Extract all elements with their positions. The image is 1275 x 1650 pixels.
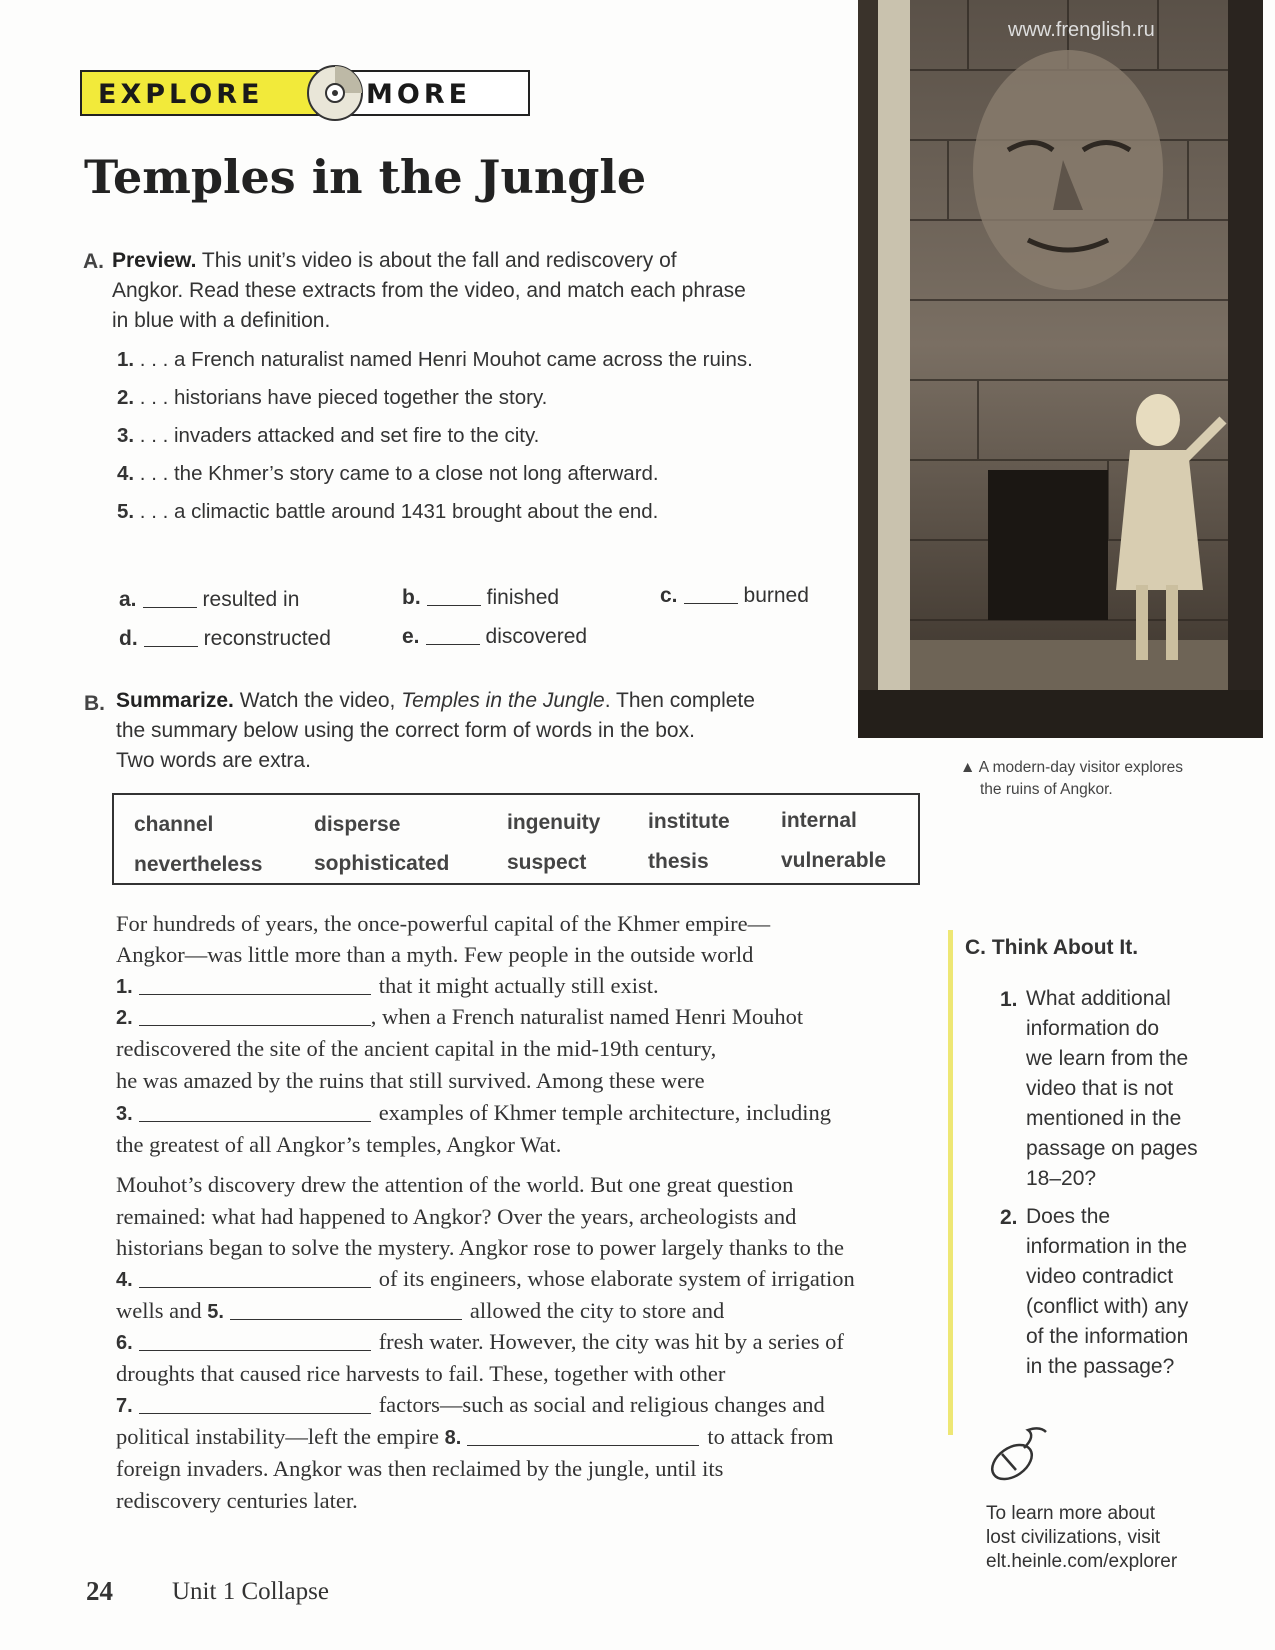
passage-line: 7. factors—such as social and religious changes and [116,1392,825,1417]
word-item: nevertheless [134,853,263,876]
word-item: institute [648,810,730,833]
photo-caption: ▲ A modern-day visitor explores the ruins of Angkor. [960,759,1183,798]
answer-blank[interactable] [143,607,197,608]
section-a-line-3: in blue with a definition. [112,309,331,332]
word-item: disperse [314,813,401,836]
question-1: What additional information do we learn from the video that is not mentioned in the passage on pages 18–20? [1026,987,1198,1190]
passage-line: rediscovered the site of the ancient capital in the mid-19th century, [116,1036,717,1061]
section-a-heading: Preview. [112,249,197,272]
section-b-letter: B. [84,692,105,715]
banner-left-panel [80,70,318,116]
passage-line: droughts that caused rice harvests to fail. These, together with other [116,1361,726,1386]
disc-icon [305,63,365,123]
definition-a: a. resulted in [119,588,300,611]
passage-line: he was amazed by the ruins that still survived. Among these were [116,1068,705,1093]
question-2-number: 2. [1000,1206,1018,1229]
extract-list [117,348,817,538]
answer-blank[interactable] [684,603,738,604]
definition-d: d. reconstructed [119,627,331,650]
passage-line: foreign invaders. Angkor was then reclaimed by the jungle, until its [116,1456,724,1481]
section-a-line-2: Angkor. Read these extracts from the video, and match each phrase [112,279,746,302]
answer-blank[interactable] [139,1025,371,1026]
passage-line: 2. , when a French naturalist named Henri Mouhot [116,1004,804,1029]
passage-line: historians began to solve the mystery. Angkor rose to power largely thanks to the [116,1235,844,1260]
answer-blank[interactable] [426,644,480,645]
banner-more-text: MORE [366,79,472,110]
section-c-heading: C. Think About It. [965,936,1139,959]
definition-b: b. finished [402,586,560,609]
answer-blank[interactable] [427,605,481,606]
word-item: channel [134,813,214,836]
photo-watermark: www.frenglish.ru [1008,19,1155,41]
passage-line: rediscovery centuries later. [116,1488,358,1513]
word-box [112,793,920,885]
passage-line: 1. that it might actually still exist. [116,973,659,998]
passage-line: For hundreds of years, the once-powerful capital of the Khmer empire— [116,911,771,936]
list-item: 2. . . . historians have pieced together the story. [117,386,548,409]
word-item: sophisticated [314,852,450,875]
banner-explore-text: EXPLORE [98,79,264,110]
word-item: vulnerable [781,849,887,872]
temple-illustration [858,0,1263,738]
passage-line: 3. examples of Khmer temple architecture, including [116,1100,832,1125]
learn-more-note: To learn more about lost civilizations, visit elt.heinle.com/explorer [986,1502,1226,1574]
passage-line: the greatest of all Angkor’s temples, Angkor Wat. [116,1132,562,1157]
mouse-icon [984,1424,1054,1486]
section-b-heading: Summarize. [116,689,234,712]
answer-blank[interactable] [467,1445,699,1446]
answer-blank[interactable] [139,1121,371,1122]
section-a-letter: A. [83,250,104,273]
list-item: 3. . . . invaders attacked and set fire to the city. [117,424,540,447]
page-number: 24 [86,1576,113,1606]
explore-more-banner [80,70,530,116]
section-c-accent-bar [948,930,953,1435]
explorer-link[interactable]: elt.heinle.com/explorer [986,1551,1178,1572]
word-item: suspect [507,851,587,874]
answer-blank[interactable] [144,646,198,647]
list-item: 5. . . . a climactic battle around 1431 brought about the end. [117,500,659,523]
answer-blank[interactable] [139,1413,371,1414]
video-title: Temples in the Jungle [401,689,605,712]
section-b-line-2: the summary below using the correct form of words in the box. [116,719,695,742]
angkor-photo [858,0,1263,738]
section-b-line-3: Two words are extra. [116,749,311,772]
list-item: 1. . . . a French naturalist named Henri Mouhot came across the ruins. [117,348,753,371]
word-item: internal [781,809,857,832]
passage-line: political instability—left the empire 8. to attack from [116,1424,834,1449]
question-2: Does the information in the video contradict (conflict with) any of the information in the passage? [1026,1205,1189,1378]
passage-line: remained: what had happened to Angkor? Over the years, archeologists and [116,1204,797,1229]
section-a-line-1: This unit’s video is about the fall and rediscovery of [201,249,677,272]
word-item: thesis [648,850,709,873]
section-a-intro [112,246,812,336]
unit-label: Unit 1 Collapse [172,1578,329,1605]
page-title: Temples in the Jungle [84,150,647,204]
passage-line: wells and 5. allowed the city to store and [116,1298,725,1323]
definition-c: c. burned [660,584,809,607]
definition-e: e. discovered [402,625,588,648]
passage-line: Angkor—was little more than a myth. Few people in the outside world [116,942,754,967]
passage-line: Mouhot’s discovery drew the attention of the world. But one great question [116,1172,794,1197]
question-1-number: 1. [1000,988,1018,1011]
section-b-intro: Summarize. Watch the video, Temples in the Jungle. Then complete the summary below using the correct form of words in the box. Two words are extra. [116,686,836,776]
answer-blank[interactable] [139,1350,371,1351]
answer-blank[interactable] [230,1319,462,1320]
answer-blank[interactable] [139,1287,371,1288]
answer-blank[interactable] [139,994,371,995]
list-item: 4. . . . the Khmer’s story came to a close not long afterward. [117,462,659,485]
word-item: ingenuity [507,811,601,834]
passage-line: 4. of its engineers, whose elaborate system of irrigation [116,1266,855,1291]
passage-line: 6. fresh water. However, the city was hit by a series of [116,1329,844,1354]
